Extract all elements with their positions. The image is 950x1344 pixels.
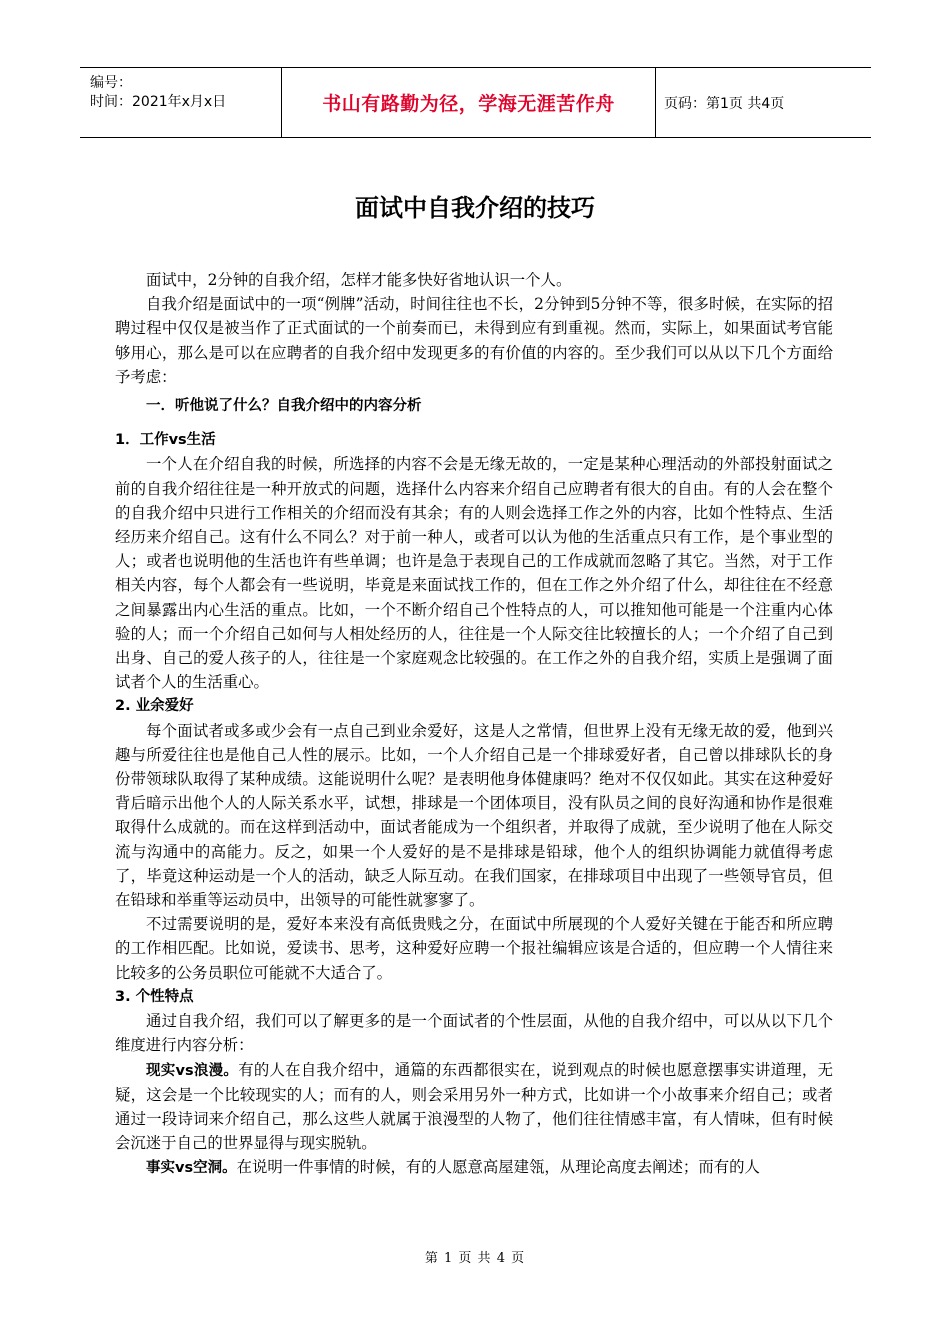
- paragraph-text: 有的人在自我介绍中，通篇的东西都很实在，说到观点的时候也愿意摆事实讲道理，无疑，这会是一个比较现实的人；而有的人，则会采用另外一种方式，比如讲一个小故事来介绍自己；或者通过一段诗词来介绍自己，那么这些人就属于浪漫型的人物了，他们往往情感丰富，有人情味，但有时候会沉迷于自己的世界显得与现实脱轨。: [115, 1060, 833, 1153]
- page-footer: 第 1 页 共 4 页: [424, 1251, 526, 1266]
- header-right-cell: [656, 68, 871, 137]
- paragraph: 不过需要说明的是，爱好本来没有高低贵贱之分，在面试中所展现的个人爱好关键在于能否和所应聘的工作相匹配。比如说，爱读书、思考，这种爱好应聘一个报社编辑应该是合适的，但应聘一个人情往来比较多的公务员职位可能就不大适合了。: [115, 915, 833, 982]
- page-code: 页码：第1页 共4页: [664, 95, 785, 112]
- header-table: [80, 67, 871, 138]
- time-label: 时间：2021年x月x日: [90, 94, 227, 110]
- paragraph-with-lead: [115, 1155, 833, 1180]
- paragraph: 每个面试者或多或少会有一点自己到业余爱好，这是人之常情，但世界上没有无缘无故的爱，他到兴趣与所爱往往也是他自己人性的展示。比如，一个人介绍自己是一个排球爱好者，自己曾以排球队长的身份带领球队取得了某种成绩。这能说明什么呢？是表明他身体健康吗？绝对不仅仅如此。其实在这种爱好背后暗示出他个人的人际关系水平，试想，排球是一个团体项目，没有队员之间的良好沟通和协作是很难取得什么成就的。而在这样到活动中，面试者能成为一个组织者，并取得了成就，至少说明了他在人际交流与沟通中的高能力。反之，如果一个人爱好的是不是排球是铅球，他个人的组织协调能力就值得考虑了，毕竟这种运动是一个人的活动，缺乏人际互动。在我们国家，在排球项目中出现了一些领导官员，但在铅球和举重等运动员中，出领导的可能性就寥寥了。: [115, 721, 833, 910]
- subsection-heading: 1．工作vs生活: [115, 432, 216, 449]
- number-label: 编号：: [90, 75, 132, 91]
- header-mid-cell: [282, 68, 656, 137]
- subsection-heading: 2. 业余爱好: [115, 698, 194, 715]
- paragraph-text: 在说明一件事情的时候，有的人愿意高屋建瓴，从理论高度去阐述；而有的人: [236, 1158, 760, 1177]
- subsection-heading: 3. 个性特点: [115, 988, 194, 1005]
- document-body: [115, 268, 833, 1181]
- section-heading: 一．听他说了什么？自我介绍中的内容分析: [146, 398, 422, 415]
- lead-term: 事实vs空洞。: [146, 1160, 237, 1177]
- paragraph: 自我介绍是面试中的一项“例牌”活动，时间往往也不长，2分钟到5分钟不等，很多时候，在实际的招聘过程中仅仅是被当作了正式面试的一个前奏而已，未得到应有到重视。然而，实际上，如果面试考官能够用心，那么是可以在应聘者的自我介绍中发现更多的有价值的内容的。至少我们可以从以下几个方面给予考虑：: [115, 295, 833, 386]
- paragraph: 一个人在介绍自我的时候，所选择的内容不会是无缘无故的，一定是某种心理活动的外部投射面试之前的自我介绍往往是一种开放式的问题，选择什么内容来介绍自己应聘者有很大的自由。有的人会在整个的自我介绍中只进行工作相关的介绍而没有其余；有的人则会选择工作之外的内容，比如个性特点、生活经历来介绍自己。这有什么不同么？对于前一种人，或者可以认为他的生活重点只有工作，是个事业型的人；或者也说明他的生活也许有些单调；也许是急于表现自己的工作成就而忽略了其它。当然，对于工作相关内容，每个人都会有一些说明，毕竟是来面试找工作的，但在工作之外介绍了什么，却往往在不经意之间暴露出内心生活的重点。比如，一个不断介绍自己个性特点的人，可以推知他可能是一个注重内心体验的人；而一个介绍自己如何与人相处经历的人，往往是一个人际交往比较擅长的人；一个介绍了自己到出身、自己的爱人孩子的人，往往是一个家庭观念比较强的。在工作之外的自我介绍，实质上是强调了面试者个人的生活重心。: [115, 455, 833, 692]
- paragraph: 面试中，2分钟的自我介绍，怎样才能多快好省地认识一个人。: [146, 271, 572, 289]
- lead-term: 现实vs浪漫。: [146, 1062, 239, 1079]
- page-title: 面试中自我介绍的技巧: [355, 194, 595, 222]
- paragraph-with-lead: [115, 1058, 833, 1156]
- paragraph: 通过自我介绍，我们可以了解更多的是一个面试者的个性层面，从他的自我介绍中，可以从以下几个维度进行内容分析：: [115, 1012, 833, 1055]
- motto: 书山有路勤为径，学海无涯苦作舟: [322, 93, 615, 115]
- header-left-cell: [80, 68, 282, 137]
